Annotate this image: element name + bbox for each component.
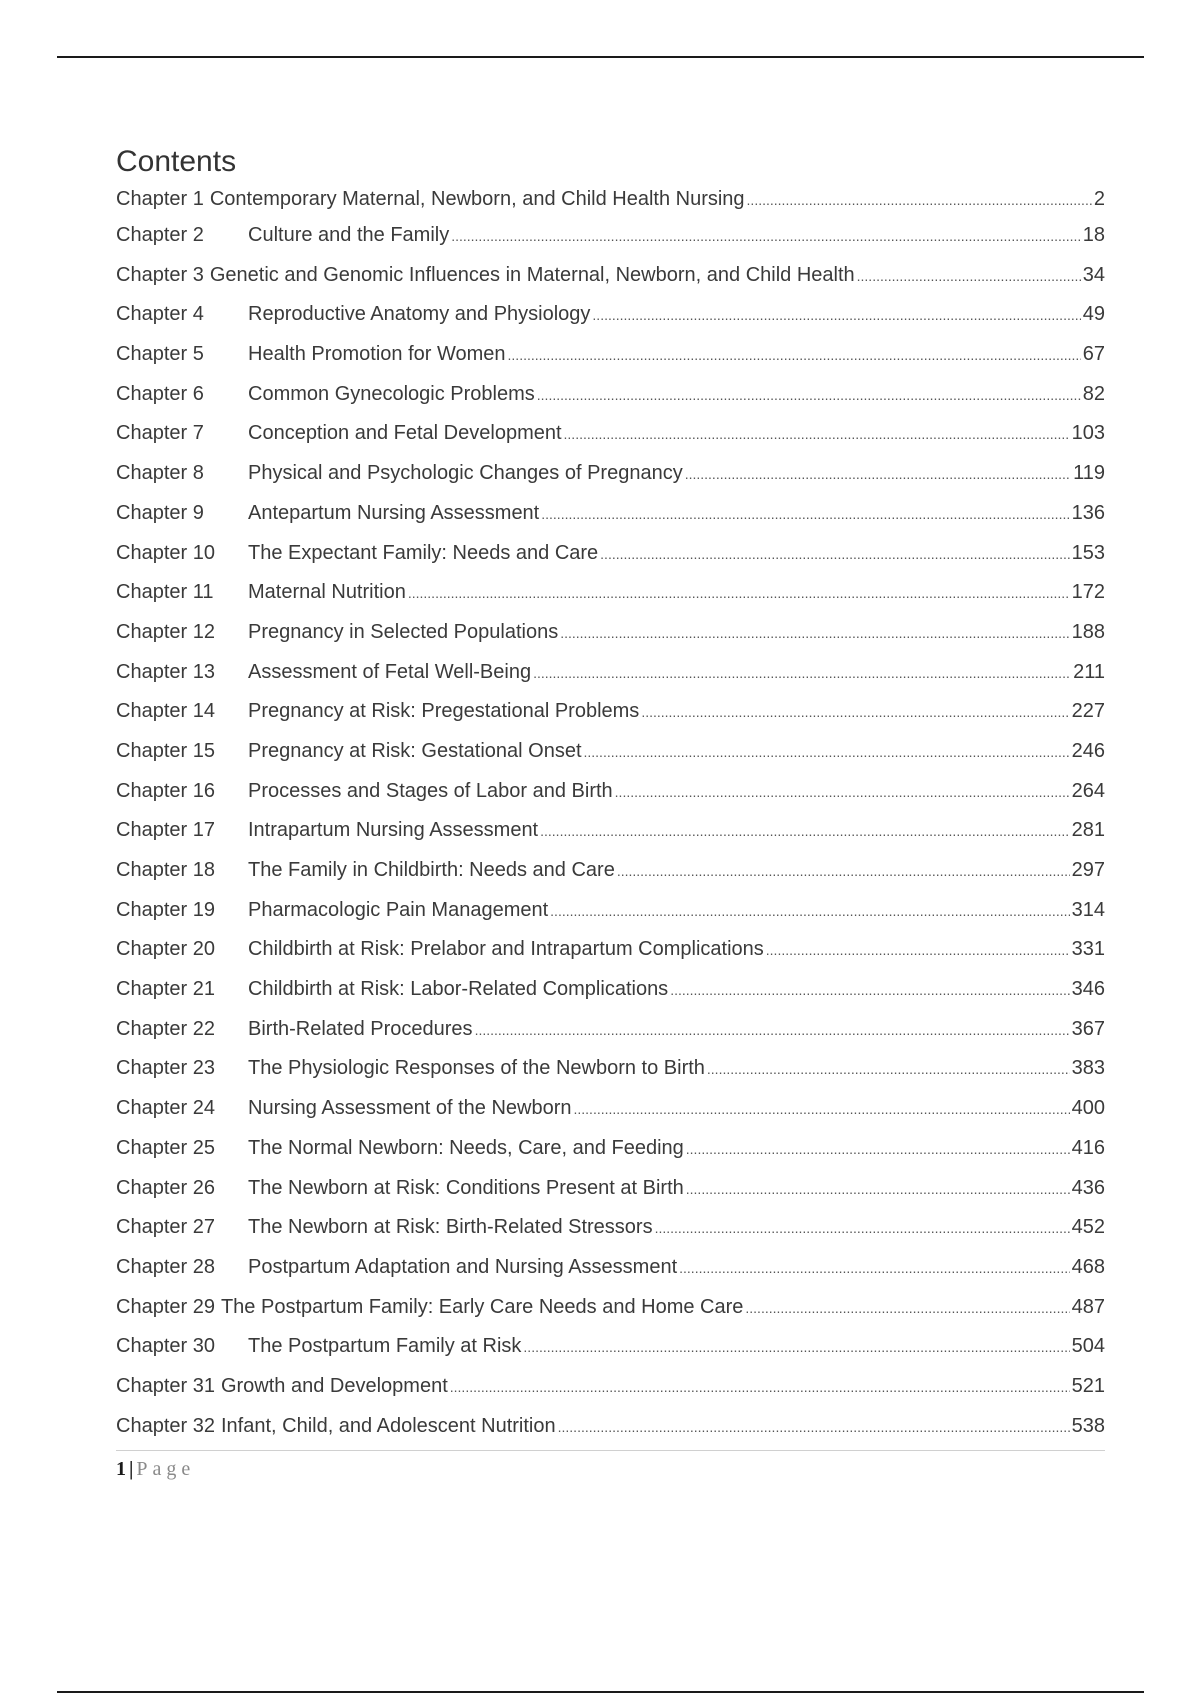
toc-chapter-title: The Family in Childbirth: Needs and Care bbox=[248, 859, 615, 881]
toc-dot-leader bbox=[592, 296, 1080, 335]
toc-chapter-label: Chapter 6 bbox=[116, 382, 204, 405]
toc-dot-leader bbox=[745, 1289, 1069, 1328]
toc-page-number: 538 bbox=[1071, 1414, 1105, 1437]
toc-chapter-title: Common Gynecologic Problems bbox=[248, 382, 535, 405]
toc-page-number: 468 bbox=[1071, 1255, 1105, 1278]
toc-chapter-label: Chapter 31 bbox=[116, 1374, 215, 1397]
toc-chapter-title: Maternal Nutrition bbox=[248, 581, 406, 604]
toc-chapter-title: The Newborn at Risk: Birth-Related Stressors bbox=[248, 1216, 653, 1239]
toc-chapter-label: Chapter 19 bbox=[116, 898, 215, 921]
toc-page-number: 281 bbox=[1071, 819, 1105, 842]
toc-dot-leader bbox=[540, 812, 1070, 851]
toc-dot-leader bbox=[550, 892, 1069, 931]
toc-page-number: 436 bbox=[1071, 1176, 1105, 1199]
toc-dot-leader bbox=[451, 217, 1081, 256]
toc-page-number: 297 bbox=[1071, 859, 1105, 881]
toc-entry[interactable] bbox=[116, 534, 1105, 574]
toc-page-number: 400 bbox=[1071, 1097, 1105, 1120]
toc-page-number: 34 bbox=[1082, 263, 1105, 286]
toc-entry[interactable] bbox=[116, 692, 1105, 732]
toc-chapter-title: Pregnancy at Risk: Gestational Onset bbox=[248, 739, 582, 762]
toc-page-number: 67 bbox=[1082, 343, 1105, 366]
toc-chapter-label: Chapter 30 bbox=[116, 1335, 215, 1358]
toc-entry[interactable] bbox=[116, 891, 1105, 931]
toc-chapter-label: Chapter 17 bbox=[116, 819, 215, 842]
toc-chapter-title: Postpartum Adaptation and Nursing Assessment bbox=[248, 1255, 678, 1278]
toc-entry[interactable] bbox=[116, 494, 1105, 534]
toc-dot-leader bbox=[574, 1090, 1070, 1129]
toc-dot-leader bbox=[523, 1328, 1069, 1367]
toc-page-number: 452 bbox=[1071, 1216, 1105, 1239]
toc-chapter-label: Chapter 16 bbox=[116, 779, 215, 802]
toc-entry[interactable] bbox=[116, 573, 1105, 613]
toc-page-number: 521 bbox=[1071, 1374, 1105, 1397]
toc-chapter-title: The Normal Newborn: Needs, Care, and Feeding bbox=[248, 1136, 684, 1159]
toc-entry[interactable] bbox=[116, 851, 1105, 891]
toc-page-number: 18 bbox=[1082, 224, 1105, 246]
toc-chapter-label: Chapter 12 bbox=[116, 620, 215, 643]
toc-chapter-title: Intrapartum Nursing Assessment bbox=[248, 819, 539, 842]
toc-dot-leader bbox=[857, 257, 1081, 296]
toc-page-number: 119 bbox=[1073, 462, 1105, 485]
toc-chapter-label: Chapter 26 bbox=[116, 1176, 215, 1199]
toc-page-number: 2 bbox=[1093, 188, 1105, 210]
toc-page-number: 504 bbox=[1071, 1335, 1105, 1358]
toc-chapter-title: Childbirth at Risk: Labor-Related Complications bbox=[248, 978, 669, 1001]
toc-chapter-label: Chapter 27 bbox=[116, 1216, 215, 1239]
toc-chapter-label: Chapter 32 bbox=[116, 1414, 215, 1437]
toc-chapter-title: Pharmacologic Pain Management bbox=[248, 898, 549, 921]
toc-chapter-label: Chapter 8 bbox=[116, 462, 204, 485]
toc-chapter-title: Infant, Child, and Adolescent Nutrition bbox=[220, 1414, 556, 1437]
toc-entry[interactable] bbox=[116, 1010, 1105, 1050]
toc-entry[interactable] bbox=[116, 335, 1105, 375]
toc-chapter-title: Pregnancy at Risk: Pregestational Problems bbox=[248, 700, 640, 723]
toc-chapter-label: Chapter 21 bbox=[116, 978, 215, 1001]
toc-chapter-title: Childbirth at Risk: Prelabor and Intrapartum Complications bbox=[248, 938, 764, 961]
toc-dot-leader bbox=[408, 574, 1070, 613]
toc-entry[interactable] bbox=[116, 414, 1105, 454]
toc-dot-leader bbox=[564, 415, 1070, 454]
toc-dot-leader bbox=[685, 455, 1071, 494]
toc-dot-leader bbox=[686, 1130, 1070, 1169]
toc-entry[interactable] bbox=[116, 1288, 1105, 1328]
toc-entry[interactable] bbox=[116, 653, 1105, 693]
toc-page-number: 314 bbox=[1071, 898, 1105, 921]
table-of-contents bbox=[116, 182, 1105, 1446]
toc-entry[interactable] bbox=[116, 1407, 1105, 1447]
toc-chapter-title: Growth and Development bbox=[220, 1374, 448, 1397]
toc-dot-leader bbox=[560, 614, 1069, 653]
toc-entry[interactable] bbox=[116, 256, 1105, 296]
toc-chapter-label: Chapter 3 bbox=[116, 263, 204, 286]
toc-chapter-label: Chapter 7 bbox=[116, 422, 204, 445]
toc-entry[interactable] bbox=[116, 216, 1105, 256]
toc-chapter-title: Pregnancy in Selected Populations bbox=[248, 620, 559, 643]
toc-entry[interactable] bbox=[116, 1089, 1105, 1129]
toc-dot-leader bbox=[584, 733, 1070, 772]
toc-page-number: 346 bbox=[1071, 978, 1105, 1001]
toc-chapter-title: Health Promotion for Women bbox=[248, 343, 506, 366]
toc-chapter-label: Chapter 1 bbox=[116, 188, 204, 210]
toc-entry[interactable] bbox=[116, 811, 1105, 851]
toc-dot-leader bbox=[450, 1368, 1070, 1407]
toc-chapter-title: Physical and Psychologic Changes of Pregnancy bbox=[248, 462, 683, 485]
toc-chapter-label: Chapter 2 bbox=[116, 224, 204, 246]
toc-chapter-label: Chapter 14 bbox=[116, 700, 215, 723]
toc-page-number: 153 bbox=[1071, 541, 1105, 564]
toc-chapter-label: Chapter 5 bbox=[116, 343, 204, 366]
toc-entry[interactable] bbox=[116, 613, 1105, 653]
toc-chapter-title: Culture and the Family bbox=[248, 224, 450, 246]
toc-chapter-title: Genetic and Genomic Influences in Maternal, Newborn, and Child Health bbox=[209, 263, 855, 286]
toc-dot-leader bbox=[508, 336, 1081, 375]
toc-page-number: 246 bbox=[1071, 739, 1105, 762]
toc-dot-leader bbox=[600, 535, 1069, 574]
toc-chapter-title: Reproductive Anatomy and Physiology bbox=[248, 303, 591, 326]
toc-page-number: 487 bbox=[1071, 1295, 1105, 1318]
toc-chapter-label: Chapter 24 bbox=[116, 1097, 215, 1120]
toc-dot-leader bbox=[475, 1011, 1070, 1050]
toc-entry[interactable] bbox=[116, 182, 1105, 216]
toc-dot-leader bbox=[533, 654, 1071, 693]
toc-entry[interactable] bbox=[116, 375, 1105, 415]
toc-page-number: 416 bbox=[1071, 1136, 1105, 1159]
toc-page-number: 227 bbox=[1071, 700, 1105, 723]
toc-entry[interactable] bbox=[116, 772, 1105, 812]
toc-page-number: 49 bbox=[1082, 303, 1105, 326]
contents-heading: Contents bbox=[116, 145, 237, 178]
toc-entry[interactable] bbox=[116, 454, 1105, 494]
toc-chapter-label: Chapter 13 bbox=[116, 660, 215, 683]
toc-page-number: 367 bbox=[1071, 1017, 1105, 1040]
toc-entry[interactable] bbox=[116, 930, 1105, 970]
toc-entry[interactable] bbox=[116, 732, 1105, 772]
toc-dot-leader bbox=[615, 773, 1070, 812]
page-footer bbox=[116, 1455, 1105, 1483]
toc-chapter-title: Nursing Assessment of the Newborn bbox=[248, 1097, 572, 1120]
toc-entry[interactable] bbox=[116, 1169, 1105, 1209]
toc-dot-leader bbox=[617, 852, 1070, 891]
toc-chapter-label: Chapter 15 bbox=[116, 739, 215, 762]
toc-page-number: 264 bbox=[1071, 779, 1105, 802]
toc-chapter-label: Chapter 4 bbox=[116, 303, 204, 326]
toc-chapter-label: Chapter 9 bbox=[116, 501, 204, 524]
toc-dot-leader bbox=[679, 1249, 1069, 1288]
toc-chapter-title: The Postpartum Family at Risk bbox=[248, 1335, 522, 1358]
footer-page-word: Page bbox=[136, 1458, 196, 1481]
toc-chapter-title: Conception and Fetal Development bbox=[248, 422, 562, 445]
toc-entry[interactable] bbox=[116, 1367, 1105, 1407]
toc-page-number: 383 bbox=[1071, 1057, 1105, 1080]
footer-rule bbox=[116, 1450, 1105, 1451]
bottom-rule bbox=[57, 1691, 1144, 1693]
toc-chapter-title: Birth-Related Procedures bbox=[248, 1017, 473, 1040]
toc-dot-leader bbox=[747, 183, 1092, 216]
document-page bbox=[116, 144, 1105, 1483]
toc-chapter-title: Assessment of Fetal Well-Being bbox=[248, 660, 532, 683]
toc-chapter-label: Chapter 20 bbox=[116, 938, 215, 961]
footer-page-number: 1 bbox=[116, 1458, 126, 1481]
top-rule bbox=[57, 56, 1144, 58]
toc-dot-leader bbox=[541, 495, 1069, 534]
toc-chapter-label: Chapter 25 bbox=[116, 1136, 215, 1159]
toc-chapter-title: The Postpartum Family: Early Care Needs and Home Care bbox=[220, 1295, 744, 1318]
toc-dot-leader bbox=[641, 693, 1069, 732]
toc-dot-leader bbox=[655, 1209, 1070, 1248]
toc-dot-leader bbox=[686, 1170, 1070, 1209]
toc-entry[interactable] bbox=[116, 1208, 1105, 1248]
toc-chapter-title: Processes and Stages of Labor and Birth bbox=[248, 779, 613, 802]
toc-dot-leader bbox=[766, 931, 1070, 970]
toc-page-number: 211 bbox=[1073, 660, 1105, 683]
toc-page-number: 188 bbox=[1071, 620, 1105, 643]
toc-entry[interactable] bbox=[116, 1129, 1105, 1169]
toc-page-number: 136 bbox=[1071, 501, 1105, 524]
toc-chapter-label: Chapter 11 bbox=[116, 581, 214, 604]
toc-chapter-title: The Physiologic Responses of the Newborn to Birth bbox=[248, 1057, 705, 1080]
toc-page-number: 172 bbox=[1071, 581, 1105, 604]
toc-page-number: 103 bbox=[1071, 422, 1105, 445]
toc-chapter-title: The Expectant Family: Needs and Care bbox=[248, 541, 599, 564]
toc-chapter-label: Chapter 23 bbox=[116, 1057, 215, 1080]
toc-chapter-title: The Newborn at Risk: Conditions Present at Birth bbox=[248, 1176, 684, 1199]
toc-dot-leader bbox=[707, 1050, 1070, 1089]
toc-dot-leader bbox=[558, 1408, 1070, 1447]
toc-entry[interactable] bbox=[116, 970, 1105, 1010]
toc-page-number: 82 bbox=[1082, 382, 1105, 405]
toc-entry[interactable] bbox=[116, 1327, 1105, 1367]
toc-entry[interactable] bbox=[116, 1049, 1105, 1089]
toc-chapter-title: Antepartum Nursing Assessment bbox=[248, 501, 540, 524]
toc-chapter-label: Chapter 18 bbox=[116, 859, 215, 881]
toc-chapter-label: Chapter 28 bbox=[116, 1255, 215, 1278]
toc-entry[interactable] bbox=[116, 295, 1105, 335]
toc-page-number: 331 bbox=[1071, 938, 1105, 961]
toc-chapter-label: Chapter 29 bbox=[116, 1295, 215, 1318]
toc-dot-leader bbox=[670, 971, 1069, 1010]
toc-chapter-label: Chapter 10 bbox=[116, 541, 215, 564]
toc-dot-leader bbox=[537, 376, 1081, 415]
toc-chapter-title: Contemporary Maternal, Newborn, and Child Health Nursing bbox=[209, 188, 745, 210]
toc-entry[interactable] bbox=[116, 1248, 1105, 1288]
footer-separator: | bbox=[129, 1458, 134, 1481]
toc-chapter-label: Chapter 22 bbox=[116, 1017, 215, 1040]
